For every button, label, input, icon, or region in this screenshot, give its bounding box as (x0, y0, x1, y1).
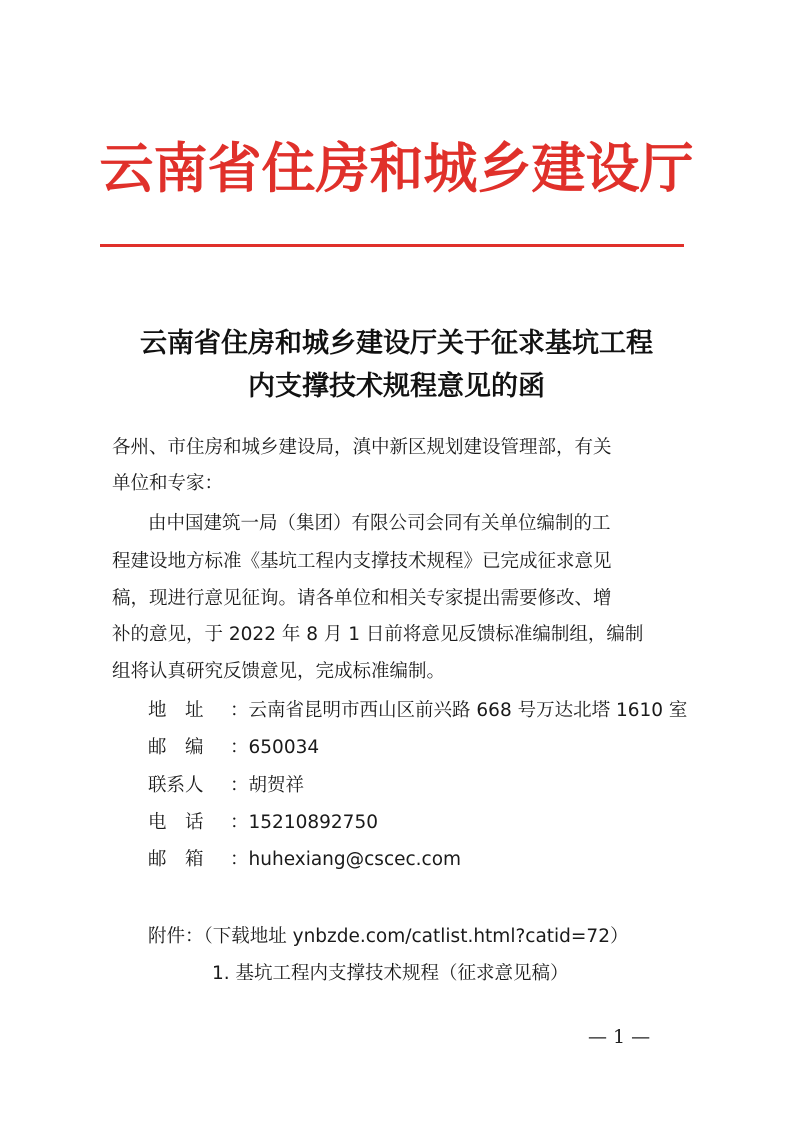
body-line-3: 稿，现进行意见征询。请各单位和相关专家提出需要修改、增 (112, 588, 612, 609)
contact-phone-value: 15210892750 (248, 812, 378, 833)
body-line-5: 组将认真研究反馈意见，完成标准编制。 (112, 661, 446, 682)
contact-email-value: huhexiang@cscec.com (248, 849, 462, 870)
contact-postcode: 邮 编 ：650034 (148, 737, 320, 758)
contact-email-label: 邮 箱 (148, 849, 204, 870)
body-line-2: 程建设地方标准《基坑工程内支撑技术规程》已完成征求意见 (112, 551, 612, 572)
contact-phone: 电 话 ：15210892750 (148, 812, 378, 833)
contact-address-label: 地 址 (148, 700, 204, 721)
attachment-item-1: 1. 基坑工程内支撑技术规程（征求意见稿） (212, 963, 569, 984)
contact-person-label: 联系人 (148, 775, 204, 796)
contact-postcode-value: 650034 (248, 737, 320, 758)
contact-address-value: 云南省昆明市西山区前兴路 668 号万达北塔 1610 室 (248, 700, 688, 721)
contact-address: 地 址 ：云南省昆明市西山区前兴路 668 号万达北塔 1610 室 (148, 700, 688, 721)
attachment-heading: 附件：（下载地址 ynbzde.com/catlist.html?catid=72） (148, 926, 629, 947)
body-line-1: 由中国建筑一局（集团）有限公司会同有关单位编制的工 (148, 513, 611, 534)
contact-postcode-label: 邮 编 (148, 737, 204, 758)
contact-email: 邮 箱 ：huhexiang@cscec.com (148, 849, 462, 870)
document-title-line-2: 内支撑技术规程意见的函 (248, 371, 545, 402)
salutation-line-1: 各州、市住房和城乡建设局，滇中新区规划建设管理部，有关 (112, 437, 612, 458)
contact-phone-label: 电 话 (148, 812, 204, 833)
salutation-line-2: 单位和专家： (112, 473, 224, 494)
contact-person-value: 胡贺祥 (248, 775, 305, 796)
masthead-divider (100, 244, 684, 247)
document-title-line-1: 云南省住房和城乡建设厅关于征求基坑工程 (140, 328, 653, 359)
body-line-4: 补的意见，于 2022 年 8 月 1 日前将意见反馈标准编制组，编制 (112, 624, 644, 645)
agency-masthead: 云南省住房和城乡建设厅 (99, 136, 694, 200)
contact-person: 联系人 ：胡贺祥 (148, 775, 305, 796)
page-number: — 1 — (588, 1026, 651, 1048)
